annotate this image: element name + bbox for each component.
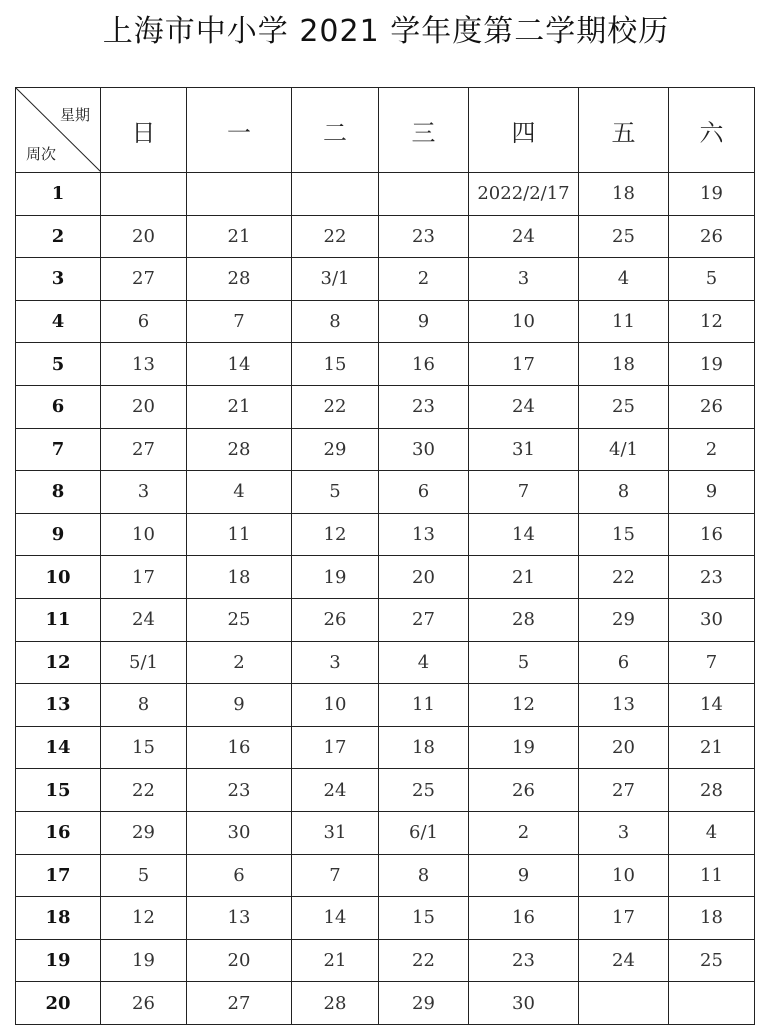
date-cell: 17 <box>101 556 187 599</box>
date-cell <box>187 173 292 216</box>
date-cell: 23 <box>379 215 469 258</box>
week-number: 14 <box>16 726 101 769</box>
date-cell: 29 <box>292 428 379 471</box>
corner-week-label: 周次 <box>26 145 57 163</box>
week-row <box>16 556 755 599</box>
date-cell: 27 <box>101 428 187 471</box>
date-cell: 16 <box>187 726 292 769</box>
date-cell: 15 <box>379 897 469 940</box>
date-cell: 28 <box>187 428 292 471</box>
day-header-mon: 一 <box>187 88 292 173</box>
week-row <box>16 897 755 940</box>
week-row <box>16 428 755 471</box>
week-number: 5 <box>16 343 101 386</box>
date-cell: 2 <box>379 258 469 301</box>
date-cell: 12 <box>292 513 379 556</box>
date-cell: 8 <box>579 471 669 514</box>
week-number: 16 <box>16 811 101 854</box>
date-cell: 5 <box>469 641 579 684</box>
date-cell: 18 <box>669 897 755 940</box>
date-cell: 4 <box>579 258 669 301</box>
date-cell: 11 <box>579 300 669 343</box>
week-row <box>16 726 755 769</box>
date-cell: 31 <box>292 811 379 854</box>
date-cell: 26 <box>469 769 579 812</box>
school-calendar-table <box>15 87 755 1025</box>
date-cell: 6 <box>187 854 292 897</box>
corner-weekday-label: 星期 <box>59 106 90 124</box>
week-number: 8 <box>16 471 101 514</box>
date-cell: 10 <box>469 300 579 343</box>
date-cell: 26 <box>669 215 755 258</box>
week-number: 2 <box>16 215 101 258</box>
week-row <box>16 982 755 1025</box>
week-number: 4 <box>16 300 101 343</box>
week-row <box>16 641 755 684</box>
date-cell: 7 <box>187 300 292 343</box>
date-cell: 8 <box>292 300 379 343</box>
date-cell: 20 <box>187 939 292 982</box>
date-cell: 6 <box>101 300 187 343</box>
date-cell: 21 <box>669 726 755 769</box>
date-cell: 22 <box>379 939 469 982</box>
date-cell: 24 <box>101 598 187 641</box>
week-row <box>16 769 755 812</box>
date-cell: 4 <box>187 471 292 514</box>
date-cell: 4/1 <box>579 428 669 471</box>
date-cell: 12 <box>669 300 755 343</box>
date-cell: 5 <box>292 471 379 514</box>
date-cell: 6/1 <box>379 811 469 854</box>
date-cell: 3 <box>469 258 579 301</box>
date-cell: 25 <box>579 385 669 428</box>
week-number: 20 <box>16 982 101 1025</box>
date-cell: 10 <box>579 854 669 897</box>
date-cell: 26 <box>292 598 379 641</box>
week-number: 6 <box>16 385 101 428</box>
date-cell: 2 <box>187 641 292 684</box>
week-number: 18 <box>16 897 101 940</box>
date-cell: 11 <box>379 684 469 727</box>
date-cell: 12 <box>469 684 579 727</box>
header-row <box>16 88 755 173</box>
date-cell: 30 <box>469 982 579 1025</box>
date-cell: 14 <box>187 343 292 386</box>
date-cell: 14 <box>292 897 379 940</box>
date-cell: 13 <box>579 684 669 727</box>
date-cell: 9 <box>187 684 292 727</box>
date-cell <box>101 173 187 216</box>
date-cell: 25 <box>579 215 669 258</box>
date-cell: 23 <box>187 769 292 812</box>
week-row <box>16 471 755 514</box>
date-cell: 8 <box>101 684 187 727</box>
date-cell: 24 <box>579 939 669 982</box>
date-cell: 22 <box>292 215 379 258</box>
date-cell: 9 <box>379 300 469 343</box>
day-header-thu: 四 <box>469 88 579 173</box>
date-cell: 26 <box>101 982 187 1025</box>
date-cell <box>379 173 469 216</box>
week-row <box>16 598 755 641</box>
date-cell: 18 <box>379 726 469 769</box>
date-cell: 14 <box>469 513 579 556</box>
week-number: 10 <box>16 556 101 599</box>
date-cell: 7 <box>469 471 579 514</box>
date-cell <box>579 982 669 1025</box>
date-cell: 7 <box>669 641 755 684</box>
date-cell: 20 <box>101 215 187 258</box>
date-cell: 4 <box>669 811 755 854</box>
date-cell: 30 <box>379 428 469 471</box>
date-cell: 13 <box>379 513 469 556</box>
date-cell: 20 <box>579 726 669 769</box>
week-row <box>16 173 755 216</box>
date-cell: 19 <box>669 343 755 386</box>
date-cell: 23 <box>469 939 579 982</box>
date-cell: 21 <box>187 215 292 258</box>
date-cell: 6 <box>579 641 669 684</box>
date-cell: 5 <box>669 258 755 301</box>
date-cell: 27 <box>187 982 292 1025</box>
week-number: 17 <box>16 854 101 897</box>
date-cell: 29 <box>379 982 469 1025</box>
date-cell: 28 <box>187 258 292 301</box>
day-header-sun: 日 <box>101 88 187 173</box>
date-cell: 8 <box>379 854 469 897</box>
week-number: 19 <box>16 939 101 982</box>
week-number: 3 <box>16 258 101 301</box>
date-cell: 20 <box>101 385 187 428</box>
week-row <box>16 854 755 897</box>
date-cell: 17 <box>579 897 669 940</box>
date-cell <box>292 173 379 216</box>
week-row <box>16 258 755 301</box>
date-cell: 5 <box>101 854 187 897</box>
date-cell: 9 <box>669 471 755 514</box>
date-cell: 21 <box>187 385 292 428</box>
date-cell: 27 <box>579 769 669 812</box>
week-number: 9 <box>16 513 101 556</box>
week-row <box>16 811 755 854</box>
date-cell: 19 <box>292 556 379 599</box>
date-cell: 16 <box>669 513 755 556</box>
date-cell: 6 <box>379 471 469 514</box>
date-cell: 17 <box>469 343 579 386</box>
date-cell: 28 <box>469 598 579 641</box>
date-cell: 24 <box>292 769 379 812</box>
date-cell: 5/1 <box>101 641 187 684</box>
date-cell: 10 <box>292 684 379 727</box>
day-header-fri: 五 <box>579 88 669 173</box>
date-cell: 30 <box>669 598 755 641</box>
week-number: 11 <box>16 598 101 641</box>
date-cell: 15 <box>292 343 379 386</box>
date-cell: 16 <box>469 897 579 940</box>
date-cell: 28 <box>669 769 755 812</box>
date-cell: 4 <box>379 641 469 684</box>
date-cell: 7 <box>292 854 379 897</box>
week-number: 1 <box>16 173 101 216</box>
date-cell: 18 <box>187 556 292 599</box>
day-header-wed: 三 <box>379 88 469 173</box>
date-cell: 17 <box>292 726 379 769</box>
date-cell: 27 <box>101 258 187 301</box>
week-row <box>16 513 755 556</box>
date-cell: 24 <box>469 215 579 258</box>
day-header-tue: 二 <box>292 88 379 173</box>
date-cell: 3 <box>292 641 379 684</box>
date-cell: 10 <box>101 513 187 556</box>
day-header-sat: 六 <box>669 88 755 173</box>
date-cell: 15 <box>579 513 669 556</box>
week-row <box>16 215 755 258</box>
date-cell: 21 <box>292 939 379 982</box>
date-cell: 22 <box>292 385 379 428</box>
week-number: 13 <box>16 684 101 727</box>
date-cell: 25 <box>379 769 469 812</box>
date-cell: 11 <box>669 854 755 897</box>
week-number: 7 <box>16 428 101 471</box>
date-cell: 12 <box>101 897 187 940</box>
date-cell: 29 <box>579 598 669 641</box>
date-cell: 13 <box>101 343 187 386</box>
date-cell: 23 <box>669 556 755 599</box>
week-row <box>16 385 755 428</box>
date-cell: 25 <box>669 939 755 982</box>
date-cell: 19 <box>469 726 579 769</box>
date-cell: 3 <box>579 811 669 854</box>
date-cell: 18 <box>579 343 669 386</box>
date-cell: 19 <box>669 173 755 216</box>
date-cell: 3 <box>101 471 187 514</box>
week-row <box>16 684 755 727</box>
date-cell: 2 <box>469 811 579 854</box>
date-cell: 2 <box>669 428 755 471</box>
calendar-body <box>16 173 755 1025</box>
date-cell: 20 <box>379 556 469 599</box>
corner-cell <box>16 88 101 173</box>
date-cell: 29 <box>101 811 187 854</box>
date-cell: 22 <box>101 769 187 812</box>
date-cell: 27 <box>379 598 469 641</box>
week-row <box>16 300 755 343</box>
date-cell: 14 <box>669 684 755 727</box>
date-cell: 13 <box>187 897 292 940</box>
date-cell: 15 <box>101 726 187 769</box>
date-cell: 30 <box>187 811 292 854</box>
date-cell: 19 <box>101 939 187 982</box>
week-row <box>16 939 755 982</box>
date-cell: 3/1 <box>292 258 379 301</box>
date-cell: 11 <box>187 513 292 556</box>
date-cell: 26 <box>669 385 755 428</box>
date-cell: 28 <box>292 982 379 1025</box>
date-cell: 16 <box>379 343 469 386</box>
week-number: 12 <box>16 641 101 684</box>
page-title: 上海市中小学 2021 学年度第二学期校历 <box>102 14 670 49</box>
date-cell: 21 <box>469 556 579 599</box>
week-number: 15 <box>16 769 101 812</box>
date-cell: 9 <box>469 854 579 897</box>
date-cell: 22 <box>579 556 669 599</box>
week-row <box>16 343 755 386</box>
date-cell <box>669 982 755 1025</box>
date-cell: 24 <box>469 385 579 428</box>
date-cell: 25 <box>187 598 292 641</box>
date-cell: 23 <box>379 385 469 428</box>
date-cell: 18 <box>579 173 669 216</box>
date-cell: 2022/2/17 <box>469 173 579 216</box>
date-cell: 31 <box>469 428 579 471</box>
